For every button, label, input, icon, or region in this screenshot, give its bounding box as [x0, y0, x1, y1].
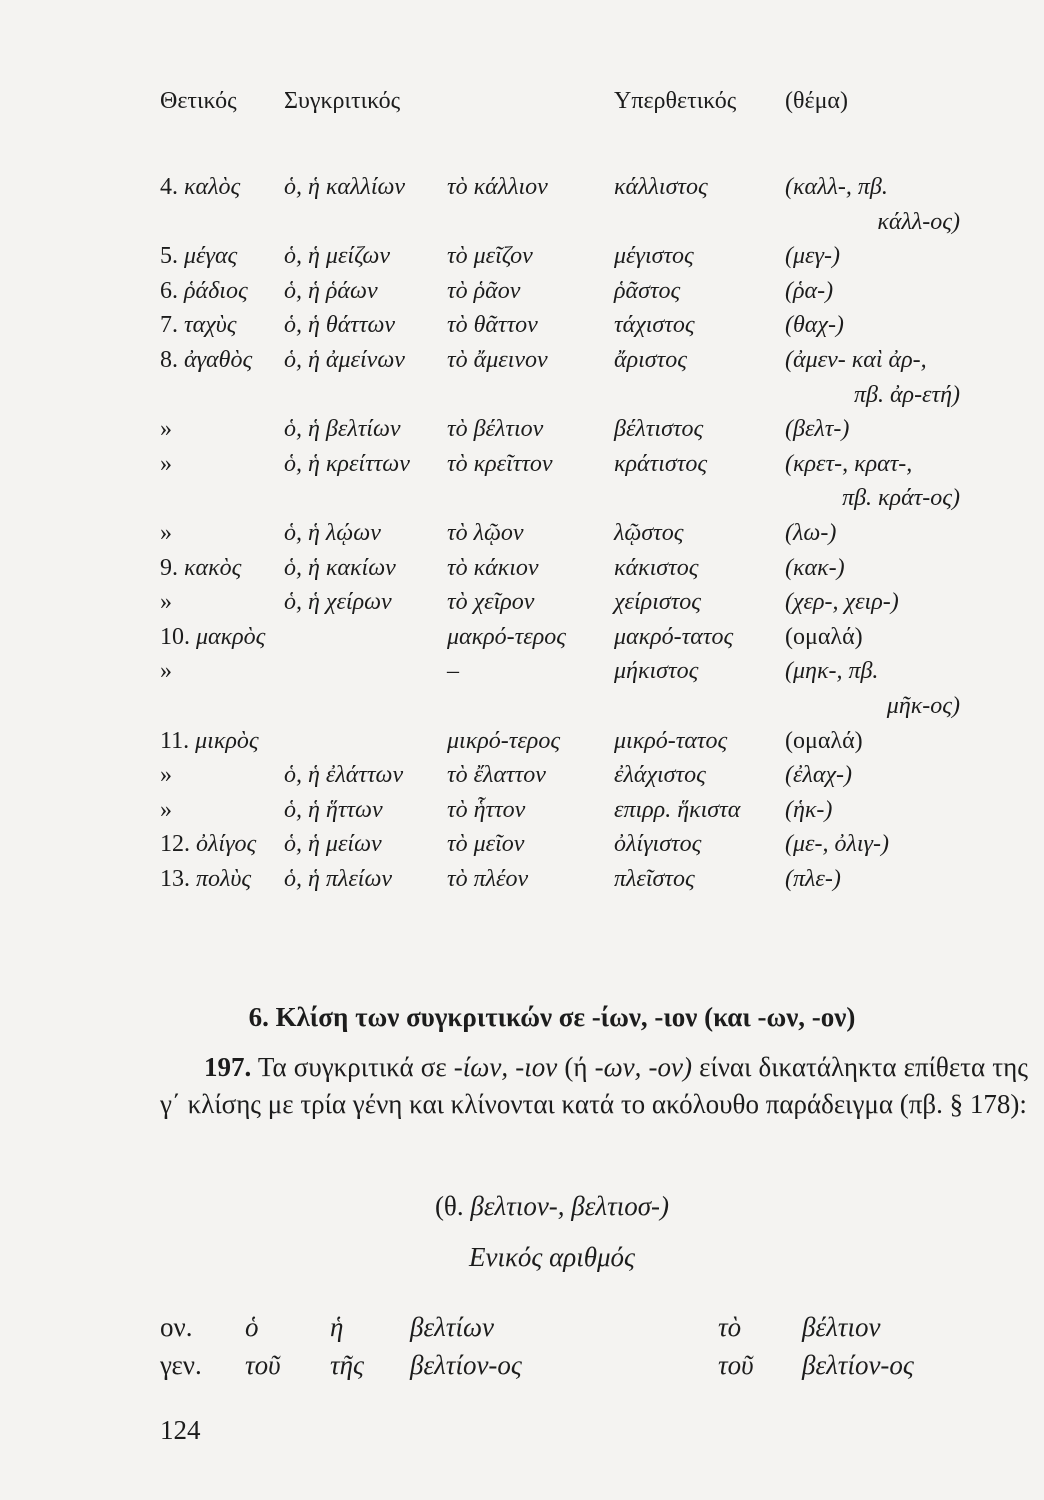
comparative-masc-fem: ὁ, ἡ ῥάων: [284, 277, 378, 304]
row-number: 9.: [160, 554, 178, 581]
row-number-positive: [160, 518, 178, 548]
paragraph-number: 197.: [204, 1052, 252, 1082]
page-number: 124: [160, 1415, 201, 1445]
row-number: 10.: [160, 623, 190, 650]
row-number-positive: [160, 760, 178, 790]
row-number: »: [160, 796, 172, 823]
stem: (λω-): [785, 520, 837, 546]
comparative-neuter: τὸ ῥᾶον: [447, 277, 521, 304]
row-number-positive: [160, 345, 252, 375]
row-number-positive: [160, 241, 237, 271]
comparative-masc-fem: ὁ, ἡ μείων: [284, 831, 382, 858]
stem: (κρετ-, κρατ-,: [785, 450, 913, 477]
stem: (πλε-): [785, 866, 841, 892]
row-number-positive: [160, 449, 178, 479]
comparative-neuter: τὸ κάλλιον: [447, 174, 548, 200]
positive: ἀγαθὸς: [184, 347, 253, 373]
row-number: 8.: [160, 347, 178, 373]
superlative: ῥᾶστος: [614, 277, 681, 304]
superlative: κάκιστος: [614, 554, 699, 581]
comparative-masc-fem: ὁ, ἡ ἐλάττων: [284, 762, 404, 789]
article-masc: τοῦ: [245, 1350, 281, 1380]
superlative: κάλλιστος: [614, 174, 708, 200]
article-neut: τοῦ: [718, 1350, 754, 1380]
row-number-positive: [160, 276, 248, 306]
superlative: ἄριστος: [614, 347, 687, 373]
stem-continuation: κάλλ-ος): [877, 208, 960, 235]
superlative: κράτιστος: [614, 450, 708, 477]
number-heading: Ενικός αριθμός: [468, 1242, 636, 1272]
comparative-neuter: τὸ κάκιον: [447, 554, 539, 581]
superlative: ἐλάχιστος: [614, 762, 706, 789]
superlative: λῷστος: [614, 520, 684, 546]
article-masc: ὁ: [245, 1312, 259, 1342]
row-number-positive: [160, 656, 178, 686]
comparative-neuter: –: [447, 658, 459, 685]
stem: (μεγ-): [785, 243, 840, 270]
superlative: τάχιστος: [614, 312, 695, 339]
stem: (ἀμεν- καὶ ἀρ-,: [785, 347, 927, 373]
stem-continuation: πβ. κράτ-ος): [842, 485, 960, 512]
stem: (καλλ-, πβ.: [785, 174, 888, 200]
row-number: 11.: [160, 727, 190, 754]
comparative-neuter: μικρό-τερος: [447, 727, 561, 754]
stem: (κακ-): [785, 554, 845, 581]
header-comparative: Συγκριτικός: [284, 88, 401, 114]
row-number: »: [160, 450, 172, 477]
comparative-masc-fem: ὁ, ἡ ἥττων: [284, 796, 383, 823]
stem: (ομαλά): [785, 623, 863, 650]
stem: (ἐλαχ-): [785, 762, 852, 789]
row-number-positive: [160, 553, 241, 583]
article-neut: τὸ: [718, 1312, 742, 1342]
row-number: »: [160, 658, 172, 685]
stem-continuation: μῆκ-ος): [886, 693, 960, 719]
comparative-neuter: τὸ ἧττον: [447, 796, 526, 823]
stem: (ομαλά): [785, 727, 863, 754]
superlative: ὀλίγιστος: [614, 831, 702, 858]
comparative-masc-fem: ὁ, ἡ μείζων: [284, 243, 391, 270]
comparative-masc-fem: ὁ, ἡ ἀμείνων: [284, 347, 405, 373]
row-number: 12.: [160, 831, 190, 858]
comparative-masc-fem: ὁ, ἡ καλλίων: [284, 174, 406, 200]
superlative: μέγιστος: [614, 243, 694, 270]
comparative-neuter: τὸ κρεῖττον: [447, 450, 553, 477]
comparative-masc-fem: ὁ, ἡ βελτίων: [284, 416, 401, 443]
stem-continuation: πβ. ἀρ-ετή): [853, 381, 960, 408]
row-number: »: [160, 762, 172, 789]
comparative-masc-fem: ὁ, ἡ πλείων: [284, 866, 393, 892]
positive: ὀλίγος: [196, 831, 257, 858]
comparative-neuter: τὸ μεῖζον: [447, 243, 533, 270]
row-number-positive: [160, 864, 251, 894]
superlative: μακρό-τατος: [614, 623, 734, 650]
superlative: επιρρ. ἥκιστα: [614, 796, 741, 823]
article-fem: ἡ: [330, 1312, 344, 1342]
header-stem: (θέμα): [785, 88, 848, 114]
stem: (ἡκ-): [785, 796, 833, 823]
positive: μικρὸς: [195, 727, 259, 754]
row-number: »: [160, 416, 172, 443]
positive: ῥάδιος: [184, 277, 248, 304]
comparative-masc-fem: ὁ, ἡ κακίων: [284, 554, 396, 581]
row-number: 6.: [160, 277, 178, 304]
stem: (με-, ὀλιγ-): [785, 831, 889, 858]
comparative-masc-fem: ὁ, ἡ λῴων: [284, 520, 381, 546]
comparative-neuter: τὸ χεῖρον: [447, 589, 535, 616]
superlative: μικρό-τατος: [614, 727, 728, 754]
positive: μέγας: [184, 243, 238, 270]
comparative-neuter: τὸ ἄμεινον: [447, 347, 548, 373]
row-number: 7.: [160, 312, 178, 339]
row-number: 4.: [160, 174, 178, 200]
case-label: ον.: [160, 1312, 193, 1342]
form-masc-fem: βελτίων: [410, 1312, 494, 1342]
positive: ταχὺς: [184, 312, 237, 339]
comparative-neuter: τὸ λῷον: [447, 520, 524, 546]
row-number-positive: [160, 414, 178, 444]
header-superlative: Υπερθετικός: [614, 88, 737, 114]
comparative-neuter: τὸ ἔλαττον: [447, 762, 546, 789]
row-number: 13.: [160, 866, 190, 892]
row-number-positive: [160, 829, 256, 859]
comparative-masc-fem: ὁ, ἡ χείρων: [284, 589, 392, 616]
comparative-masc-fem: ὁ, ἡ κρείττων: [284, 450, 410, 477]
comparative-neuter: τὸ μεῖον: [447, 831, 525, 858]
row-number-positive: [160, 622, 265, 652]
superlative: βέλτιστος: [614, 416, 704, 443]
row-number: 5.: [160, 243, 178, 270]
article-fem: τῆς: [330, 1350, 365, 1380]
form-neut: βελτίον-ος: [802, 1350, 914, 1380]
superlative: χείριστος: [614, 589, 702, 616]
positive: κακὸς: [184, 554, 242, 581]
row-number-positive: [160, 726, 259, 756]
superlative: πλεῖστος: [614, 866, 695, 892]
section-title: 6. Κλίση των συγκριτικών σε -ίων, -ιον (και -ων, -ον): [248, 1002, 856, 1032]
row-number-positive: [160, 795, 178, 825]
superlative: μήκιστος: [614, 658, 699, 685]
row-number: »: [160, 589, 172, 616]
comparative-neuter: μακρό-τερος: [447, 623, 566, 650]
comparative-neuter: τὸ πλέον: [447, 866, 529, 892]
row-number-positive: [160, 172, 240, 202]
paragraph-197: 197. Τα συγκριτικά σε -ίων, -ιον (ή -ων, -ον) είναι δικατάληκτα επίθετα της γ΄ κλίσης με τρία γένη και κλίνονται κατά το ακόλουθο παράδειγμα (πβ. § 178):: [160, 1052, 1028, 1119]
header-positive: Θετικός: [160, 88, 237, 114]
stem: (βελτ-): [785, 416, 850, 443]
stem: (χερ-, χειρ-): [785, 589, 899, 616]
theme-line: (θ. βελτιον-, βελτιοσ-): [434, 1191, 670, 1221]
stem: (μηκ-, πβ.: [785, 658, 879, 685]
comparative-neuter: τὸ βέλτιον: [447, 416, 544, 443]
comparative-masc-fem: ὁ, ἡ θάττων: [284, 312, 396, 339]
positive: μακρὸς: [196, 623, 266, 650]
row-number-positive: [160, 587, 178, 617]
form-masc-fem: βελτίον-ος: [410, 1350, 522, 1380]
row-number-positive: [160, 310, 237, 340]
positive: καλὸς: [184, 174, 241, 200]
form-neut: βέλτιον: [802, 1312, 881, 1342]
row-number: »: [160, 520, 172, 546]
comparative-neuter: τὸ θᾶττον: [447, 312, 538, 339]
stem: (θαχ-): [785, 312, 844, 339]
case-label: γεν.: [160, 1350, 202, 1380]
stem: (ῥα-): [785, 277, 834, 304]
positive: πολὺς: [196, 866, 252, 892]
